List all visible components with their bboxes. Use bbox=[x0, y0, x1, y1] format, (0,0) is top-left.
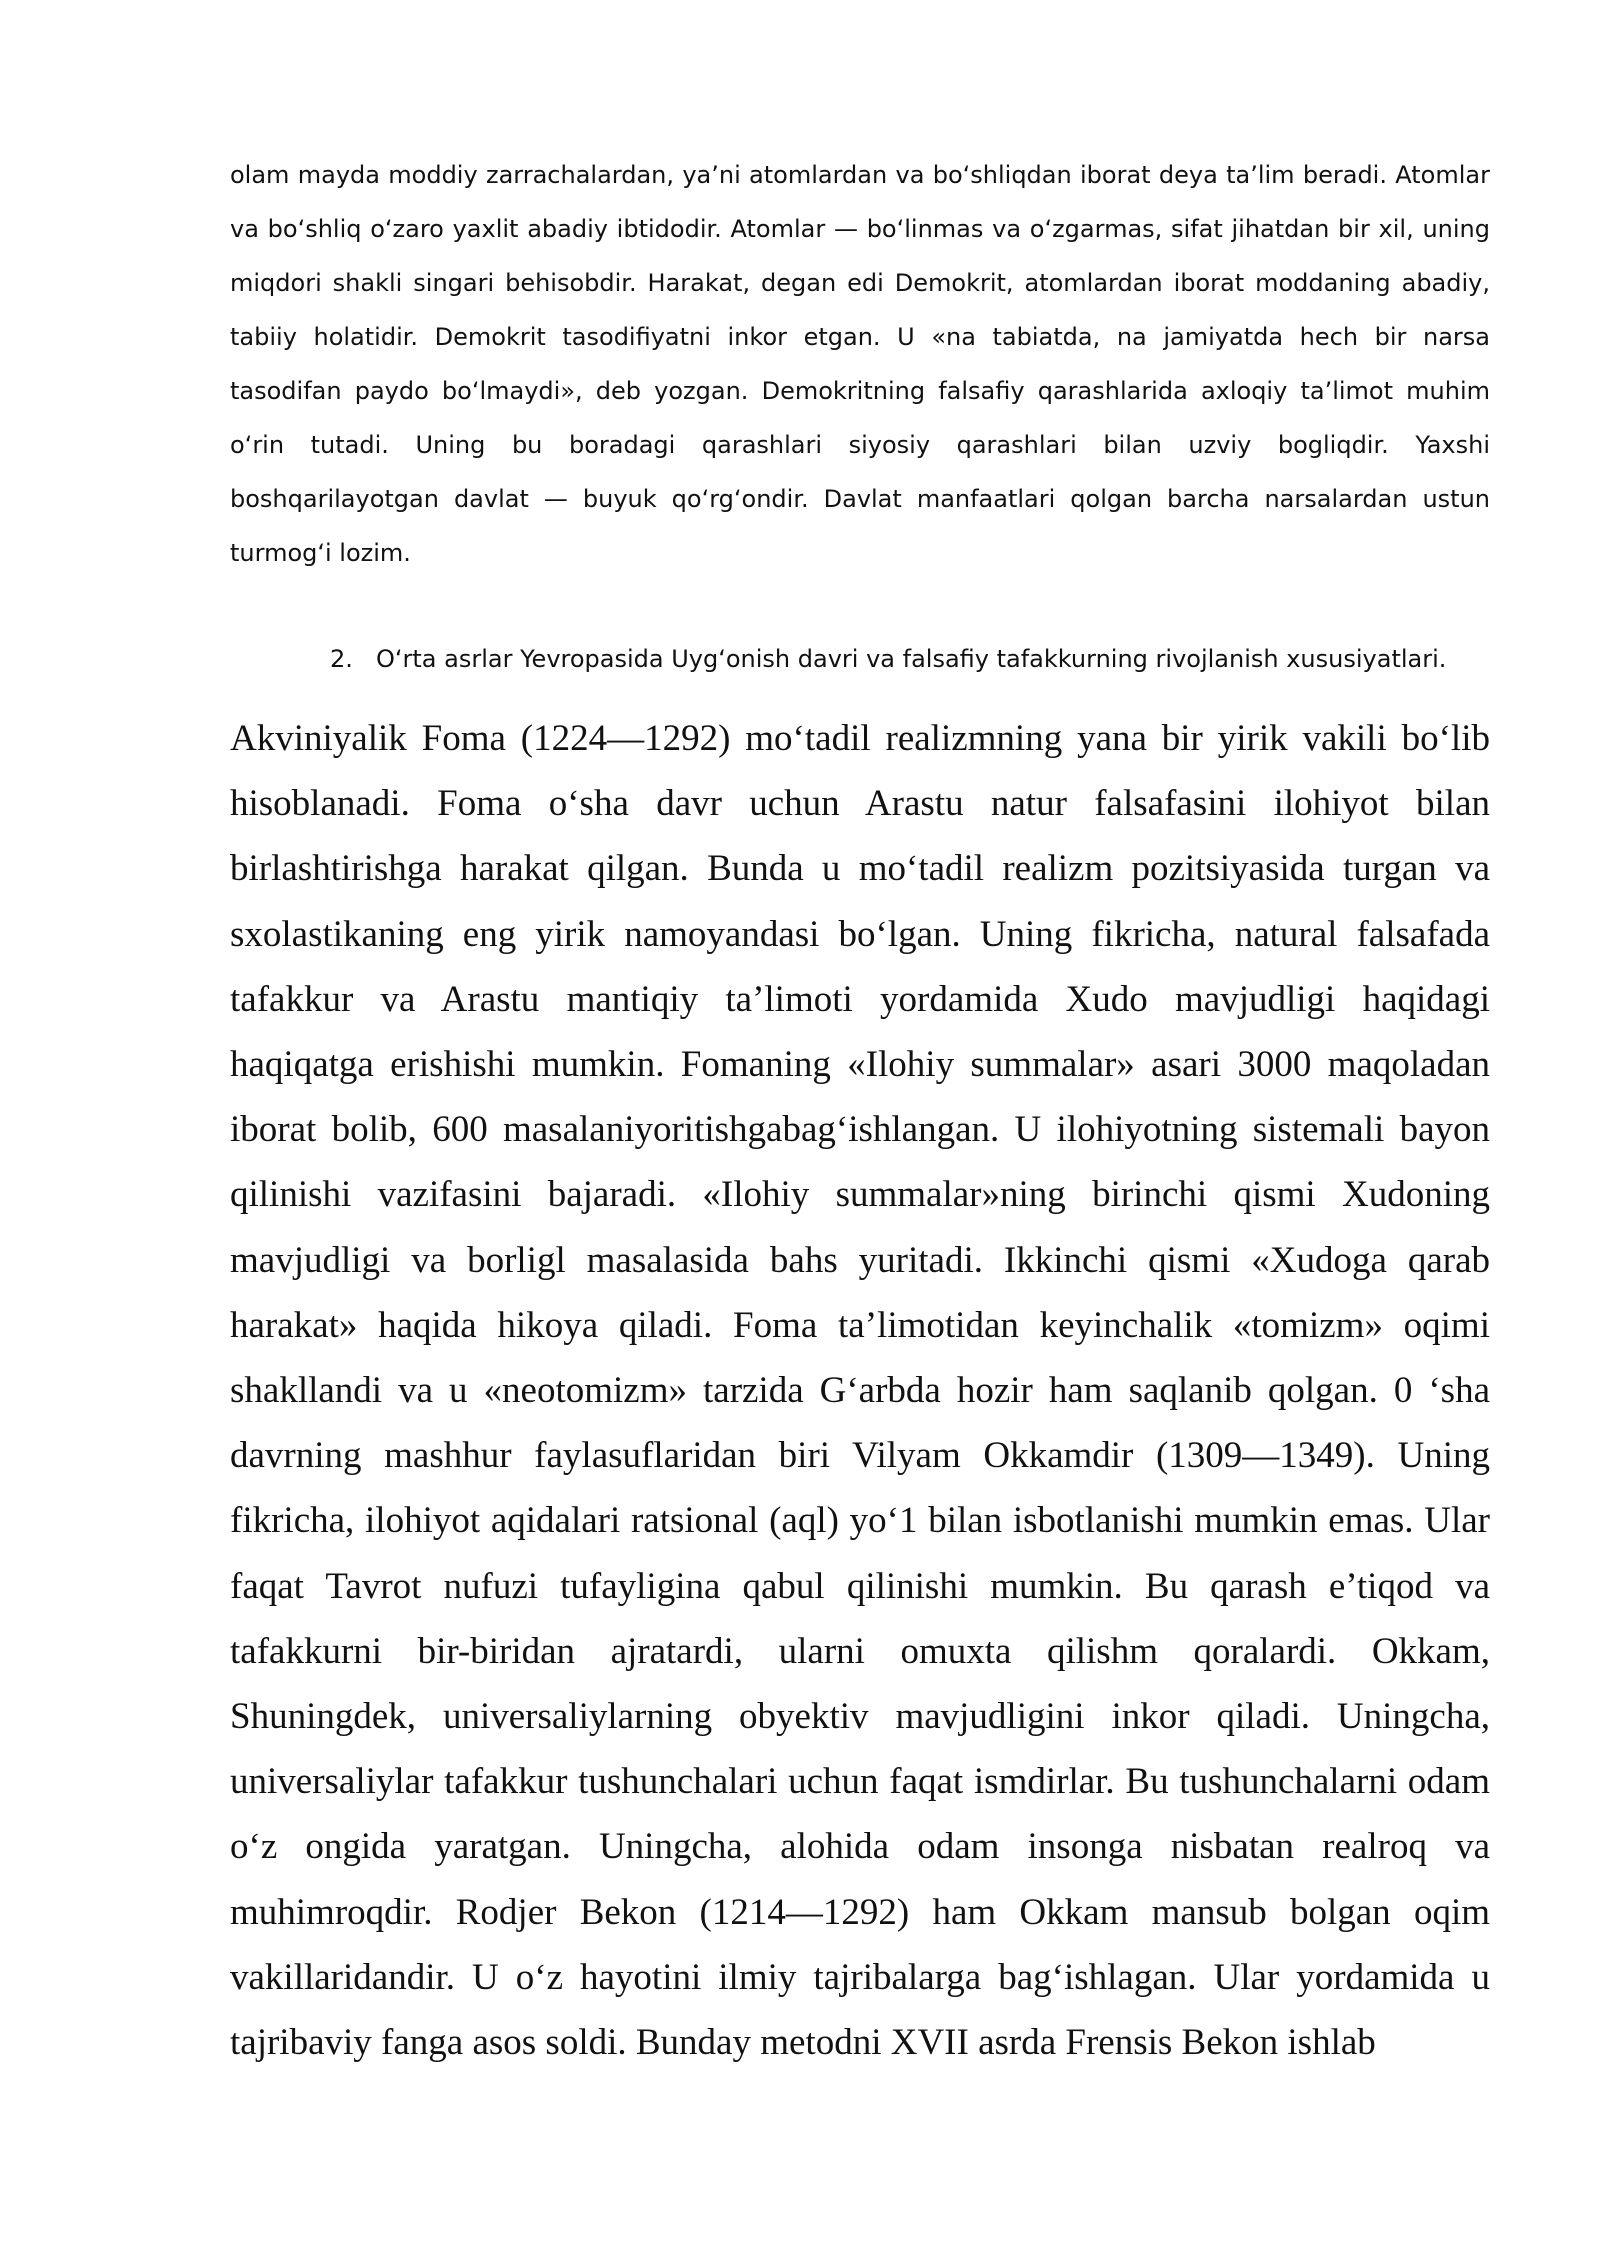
section-heading bbox=[330, 632, 1490, 686]
section-heading-number: 2. bbox=[330, 645, 353, 673]
main-paragraph: Akviniyalik Foma (1224—1292) mo‘tadil realizmning yana bir yirik vakili bo‘lib hisoblanadi. Foma o‘sha davr uchun Arastu natur falsafasini ilohiyot bilan birlashtirishga harakat qilgan. Bunda u mo‘tadil realizm pozitsiyasida turgan va sxolastikaning eng yirik namoyandasi bo‘lgan. Uning fikricha, natural falsafada tafakkur va Arastu mantiqiy ta’limoti yordamida Xudo mavjudligi haqidagi haqiqatga erishishi mumkin. Fomaning «Ilohiy summalar» asari 3000 maqoladan iborat bolib, 600 masalaniyoritishgabag‘ishlangan. U ilohiyotning sistemali bayon qilinishi vazifasini bajaradi. «Ilohiy summalar»ning birinchi qismi Xudoning mavjudligi va borligl masalasida bahs yuritadi. Ikkinchi qismi «Xudoga qarab harakat» haqida hikoya qiladi. Foma ta’limotidan keyinchalik «tomizm» oqimi shakllandi va u «neotomizm» tarzida G‘arbda hozir ham saqlanib qolgan. 0 ‘sha davrning mashhur faylasuflaridan biri Vilyam Okkamdir (1309—1349). Uning fikricha, ilohiyot aqidalari ratsional (aql) yo‘1 bilan isbotlanishi mumkin emas. Ular faqat Tavrot nufuzi tufayligina qabul qilinishi mumkin. Bu qarash e’tiqod va tafakkurni bir-biridan ajratardi, ularni omuxta qilishm qoralardi. Okkam, Shuningdek, universaliylarning obyektiv mavjudligini inkor qiladi. Uningcha, universaliylar tafakkur tushunchalari uchun faqat ismdirlar. Bu tushunchalarni odam o‘z ongida yaratgan. Uningcha, alohida odam insonga nisbatan realroq va muhimroqdir. Rodjer Bekon (1214—1292) ham Okkam mansub bolgan oqim vakillaridandir. U o‘z hayotini ilmiy tajribalarga bag‘ishlagan. Ular yordamida u tajribaviy fanga asos soldi. Bunday metodni XVII asrda Frensis Bekon ishlab bbox=[230, 718, 1490, 2064]
intro-paragraph: olam mayda moddiy zarrachalardan, ya’ni atomlardan va bo‘shliqdan iborat deya ta’lim beradi. Atomlar va bo‘shliq o‘zaro yaxlit abadiy ibtidodir. Atomlar — bo‘linmas va o‘zgarmas, sifat jihatdan bir xil, uning miqdori shakli singari behisobdir. Harakat, degan edi Demokrit, atomlardan iborat moddaning abadiy, tabiiy holatidir. Demokrit tasodifiyatni inkor etgan. U «na tabiatda, na jamiyatda hech bir narsa tasodifan paydo bo‘lmaydi», deb yozgan. Demokritning falsafiy qarashlarida axloqiy ta’limot muhim o‘rin tutadi. Uning bu boradagi qarashlari siyosiy qarashlari bilan uzviy bogliqdir. Yaxshi boshqarilayotgan davlat — buyuk qo‘rg‘ondir. Davlat manfaatlari qolgan barcha narsalardan ustun turmog‘i lozim. bbox=[230, 161, 1490, 567]
section-heading-text: O‘rta asrlar Yevropasida Uyg‘onish davri va falsafiy tafakkurning rivojlanish xususiyatlari. bbox=[376, 645, 1447, 673]
